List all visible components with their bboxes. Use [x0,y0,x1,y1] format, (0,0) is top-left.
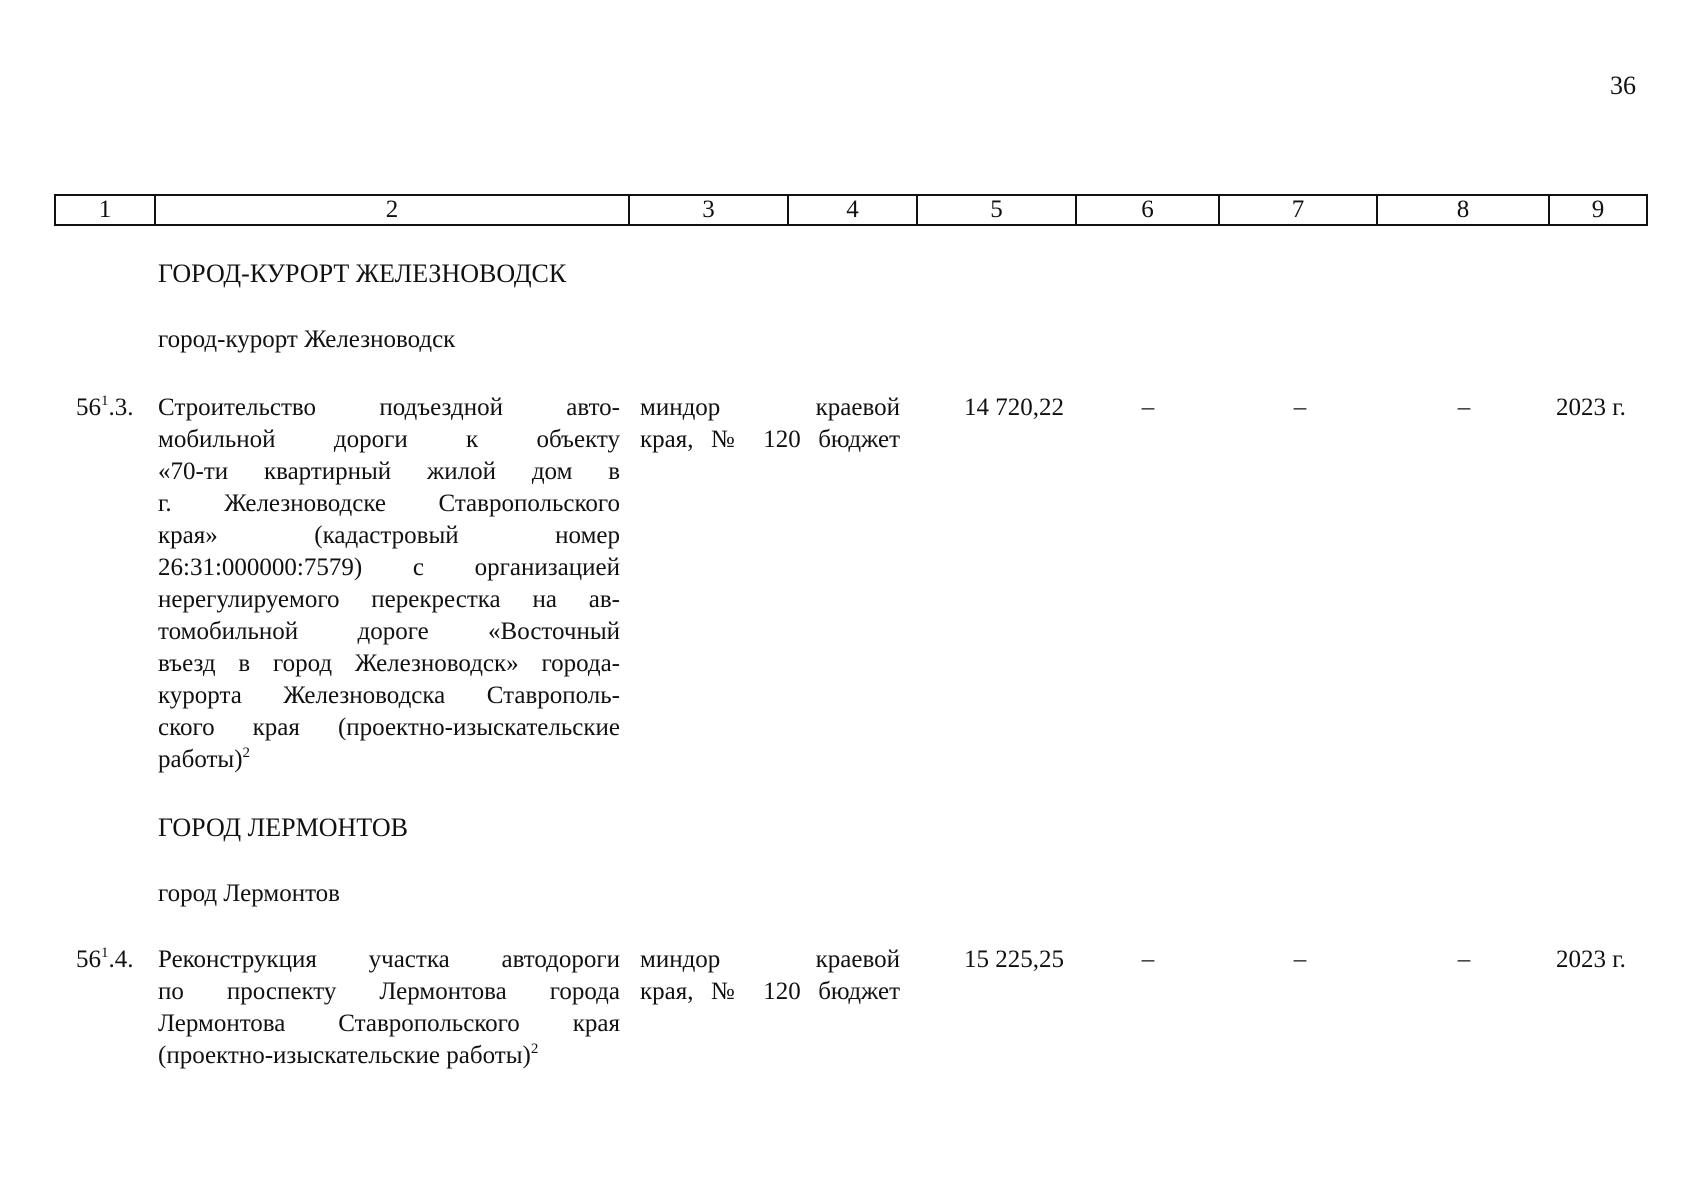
section-heading: ГОРОД-КУРОРТ ЖЕЛЕЗНОВОДСК [158,259,567,288]
year: 2023 г. [1556,946,1626,973]
entry-description [158,392,620,776]
footnote-mark: 2 [530,1041,539,1057]
col6-dash: – [1141,946,1155,973]
description-line: Реконструкция участка автодороги [158,946,620,973]
entry-number: $56^1.4$. [76,945,134,973]
year: 2023 г. [1556,394,1626,421]
description-line: Строительство подъездной авто- [158,394,620,421]
col7-dash: – [1293,394,1307,421]
responsible-and-source: миндор краевой края, № 120 бюджет [640,394,900,453]
column-number-header [54,194,1648,226]
col6-dash: – [1141,394,1155,421]
description-line: томобильной дороге «Восточный [158,618,620,645]
entry-number: $56^1.3$. [76,393,134,421]
header-col-2: 2 [156,196,630,224]
header-col-4: 4 [789,196,918,224]
amount: 14 720,22 [964,394,1064,421]
description-line: Лермонтова Ставропольского края [158,1010,620,1037]
header-col-3: 3 [630,196,789,224]
description-line: мобильной дороги к объекту [158,426,620,453]
description-line: въезд в город Железноводск» города- [158,650,620,677]
description-line: «70-ти квартирный жилой дом в [158,458,620,485]
entry-description [158,944,620,1072]
page-number: 36 [1610,71,1636,100]
col8-dash: – [1457,394,1471,421]
description-line: (проектно-изыскательские работы)$^2$ [158,1041,539,1069]
col7-dash: – [1293,946,1307,973]
section-heading: ГОРОД ЛЕРМОНТОВ [158,813,408,842]
header-col-7: 7 [1220,196,1378,224]
header-col-1: 1 [56,196,156,224]
description-line: г. Железноводске Ставропольского [158,490,620,517]
section-subheading: город Лермонтов [158,880,340,907]
footnote-mark: 2 [242,745,251,761]
header-col-9: 9 [1591,196,1605,223]
section-subheading: город-курорт Железноводск [158,326,456,353]
header-col-8: 8 [1378,196,1550,224]
description-line: ского края (проектно-изыскательские [158,714,620,741]
description-line: курорта Железноводска Ставрополь- [158,682,620,709]
amount: 15 225,25 [964,946,1064,973]
description-line: работы)$^2$ [158,745,251,773]
description-line: по проспекту Лермонтова города [158,978,620,1005]
col8-dash: – [1457,946,1471,973]
responsible-and-source: миндор краевой края, № 120 бюджет [640,946,900,1005]
description-line: края» (кадастровый номер [158,522,620,549]
header-col-5: 5 [918,196,1077,224]
description-line: нерегулируемого перекрестка на ав- [158,586,620,613]
header-col-6: 6 [1077,196,1220,224]
description-line: 26:31:000000:7579) с организацией [158,554,620,581]
